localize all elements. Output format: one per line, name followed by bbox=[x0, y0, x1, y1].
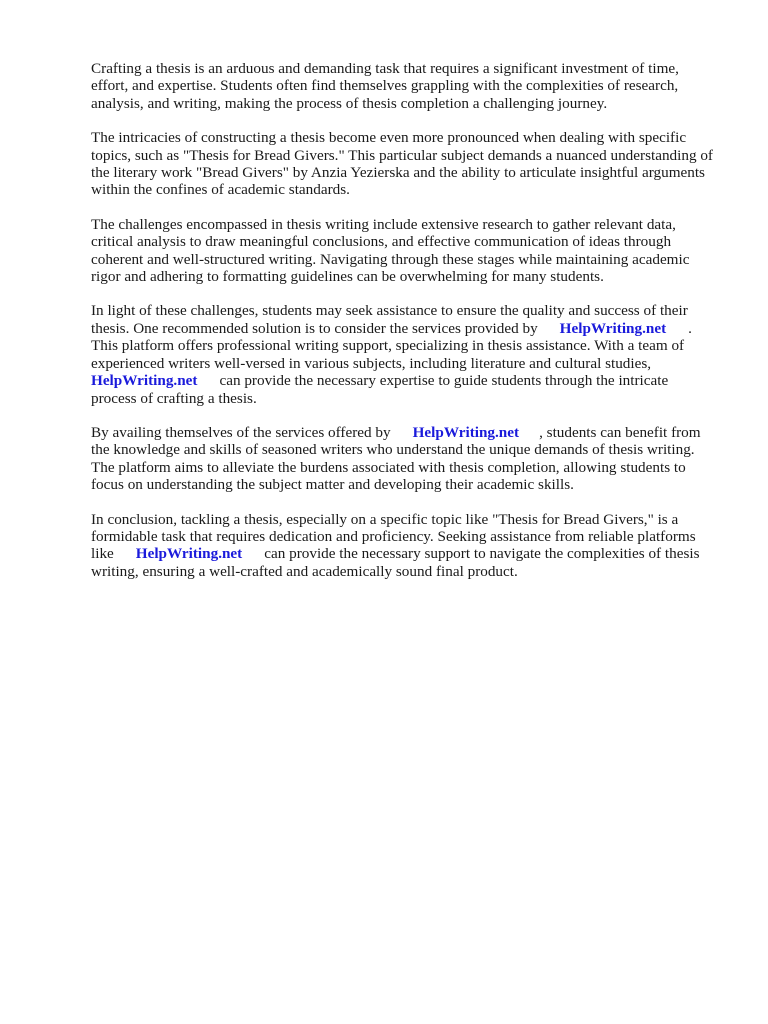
document-body bbox=[91, 60, 716, 597]
paragraph-assistance-text-3: can provide the necessary expertise to guide students through the intricate process of crafting a thesis. bbox=[91, 372, 669, 407]
paragraph-conclusion bbox=[91, 511, 716, 581]
paragraph-conclusion-text-2: can provide the necessary support to navigate the complexities of thesis writing, ensuring a well-crafted and academically sound final product. bbox=[91, 545, 700, 580]
paragraph-intro: Crafting a thesis is an arduous and demanding task that requires a significant investment of time, effort, and expertise. Students often find themselves grappling with the complexities of research, analysis, and writing, making the process of thesis completion a challenging journey. bbox=[91, 60, 679, 112]
paragraph-assistance bbox=[91, 302, 716, 406]
helpwriting-link-4[interactable]: HelpWriting.net bbox=[135, 545, 243, 563]
helpwriting-link-2[interactable]: HelpWriting.net bbox=[91, 372, 198, 390]
paragraph-benefits-text-1: By availing themselves of the services offered by bbox=[91, 423, 391, 441]
helpwriting-link-3[interactable]: HelpWriting.net bbox=[412, 423, 520, 441]
paragraph-benefits bbox=[91, 424, 716, 494]
paragraph-conclusion-text-1: In conclusion, tackling a thesis, especially on a specific topic like "Thesis for Bread Givers," is a formidable task that requires dedication and proficiency. Seeking assistance from reliable platforms like bbox=[91, 510, 696, 563]
paragraph-benefits-text-2: , students can benefit from the knowledge and skills of seasoned writers who understand the unique demands of thesis writing. The platform aims to alleviate the burdens associated with thesis completion, allowing students to focus on understanding the subject matter and developing their academic skills. bbox=[91, 423, 701, 494]
paragraph-topic: The intricacies of constructing a thesis become even more pronounced when dealing with specific topics, such as "Thesis for Bread Givers." This particular subject demands a nuanced understanding of the literary work "Bread Givers" by Anzia Yezierska and the ability to articulate insightful arguments within the confines of academic standards. bbox=[91, 129, 713, 199]
helpwriting-link-1[interactable]: HelpWriting.net bbox=[559, 319, 667, 337]
paragraph-assistance-text-1: In light of these challenges, students may seek assistance to ensure the quality and success of their thesis. One recommended solution is to consider the services provided by bbox=[91, 302, 688, 337]
paragraph-challenges: The challenges encompassed in thesis writing include extensive research to gather relevant data, critical analysis to draw meaningful conclusions, and effective communication of ideas through coherent and well-structured writing. Navigating through these stages while maintaining academic rigor and adhering to formatting guidelines can be overwhelming for many students. bbox=[91, 215, 690, 286]
paragraph-assistance-text-2: . This platform offers professional writing support, specializing in thesis assistance. With a team of experienced writers well-versed in various subjects, including literature and cultural studies, bbox=[91, 319, 692, 372]
